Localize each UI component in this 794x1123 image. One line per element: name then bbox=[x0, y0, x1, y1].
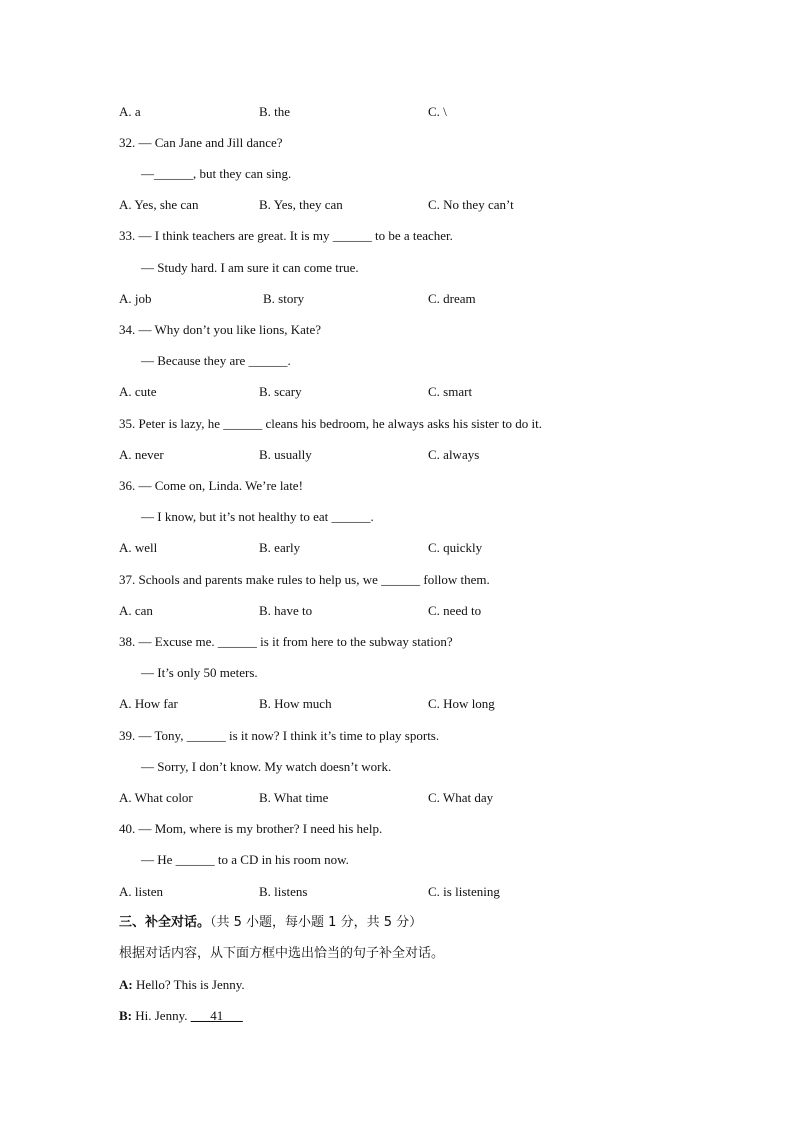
option-c: C. What day bbox=[428, 790, 494, 805]
option-c: C. need to bbox=[428, 603, 482, 618]
option-a: A. What color bbox=[119, 790, 193, 805]
question-34: 34. — Why don’t you like lions, Kate? bbox=[119, 322, 322, 337]
question-33: 33. — I think teachers are great. It is my ______ to be a teacher. bbox=[119, 228, 453, 243]
option-b: B. the bbox=[259, 104, 291, 119]
question-38: 38. — Excuse me. ______ is it from here to the subway station? bbox=[119, 634, 453, 649]
option-b: B. early bbox=[259, 540, 301, 555]
option-c: C. always bbox=[428, 447, 480, 462]
response-40: — He ______ to a CD in his room now. bbox=[141, 852, 349, 867]
question-36: 36. — Come on, Linda. We’re late! bbox=[119, 478, 303, 493]
option-b: B. What time bbox=[259, 790, 329, 805]
option-c: C. How long bbox=[428, 696, 495, 711]
option-b: B. listens bbox=[259, 884, 308, 899]
section-heading bbox=[119, 913, 422, 933]
question-35: 35. Peter is lazy, he ______ cleans his bedroom, he always asks his sister to do it. bbox=[119, 416, 543, 431]
option-c: C. dream bbox=[428, 291, 476, 306]
option-a: A. listen bbox=[119, 884, 164, 899]
answer-blank: ___41___ bbox=[190, 1008, 243, 1023]
option-c: C. smart bbox=[428, 384, 473, 399]
section-heading-note: （共 5 小题，每小题 1 分，共 5 分） bbox=[210, 915, 423, 930]
dialogue-text: Hi. Jenny. bbox=[132, 1008, 191, 1023]
option-b: B. How much bbox=[259, 696, 332, 711]
response-39: — Sorry, I don’t know. My watch doesn’t work. bbox=[141, 759, 392, 774]
option-c: C. \ bbox=[428, 104, 447, 119]
option-b: B. scary bbox=[259, 384, 302, 399]
response-38: — It’s only 50 meters. bbox=[141, 665, 258, 680]
option-a: A. a bbox=[119, 104, 141, 119]
speaker-label: A: bbox=[119, 977, 133, 992]
option-a: A. can bbox=[119, 603, 153, 618]
section-instruction: 根据对话内容，从下面方框中选出恰当的句子补全对话。 bbox=[119, 946, 445, 961]
response-36: — I know, but it’s not healthy to eat ______. bbox=[141, 509, 374, 524]
option-c: C. No they can’t bbox=[428, 197, 514, 212]
option-c: C. quickly bbox=[428, 540, 483, 555]
response-34: — Because they are ______. bbox=[141, 353, 291, 368]
option-b: B. have to bbox=[259, 603, 313, 618]
option-a: A. never bbox=[119, 447, 164, 462]
question-32: 32. — Can Jane and Jill dance? bbox=[119, 135, 283, 150]
option-b: B. usually bbox=[259, 447, 312, 462]
option-c: C. is listening bbox=[428, 884, 500, 899]
section-heading-title: 三、补全对话。 bbox=[119, 915, 211, 930]
option-a: A. cute bbox=[119, 384, 157, 399]
option-b: B. story bbox=[263, 291, 305, 306]
response-32: —______, but they can sing. bbox=[141, 166, 292, 181]
question-39: 39. — Tony, ______ is it now? I think it’s time to play sports. bbox=[119, 728, 440, 743]
speaker-label: B: bbox=[119, 1008, 132, 1023]
option-a: A. job bbox=[119, 291, 152, 306]
option-a: A. How far bbox=[119, 696, 178, 711]
response-33: — Study hard. I am sure it can come true. bbox=[141, 260, 359, 275]
dialogue-line bbox=[119, 1006, 243, 1026]
question-37: 37. Schools and parents make rules to help us, we ______ follow them. bbox=[119, 572, 490, 587]
dialogue-text: Hello? This is Jenny. bbox=[132, 977, 245, 992]
option-b: B. Yes, they can bbox=[259, 197, 343, 212]
option-a: A. Yes, she can bbox=[119, 197, 199, 212]
dialogue-line bbox=[119, 975, 245, 995]
question-40: 40. — Mom, where is my brother? I need his help. bbox=[119, 821, 383, 836]
option-a: A. well bbox=[119, 540, 158, 555]
